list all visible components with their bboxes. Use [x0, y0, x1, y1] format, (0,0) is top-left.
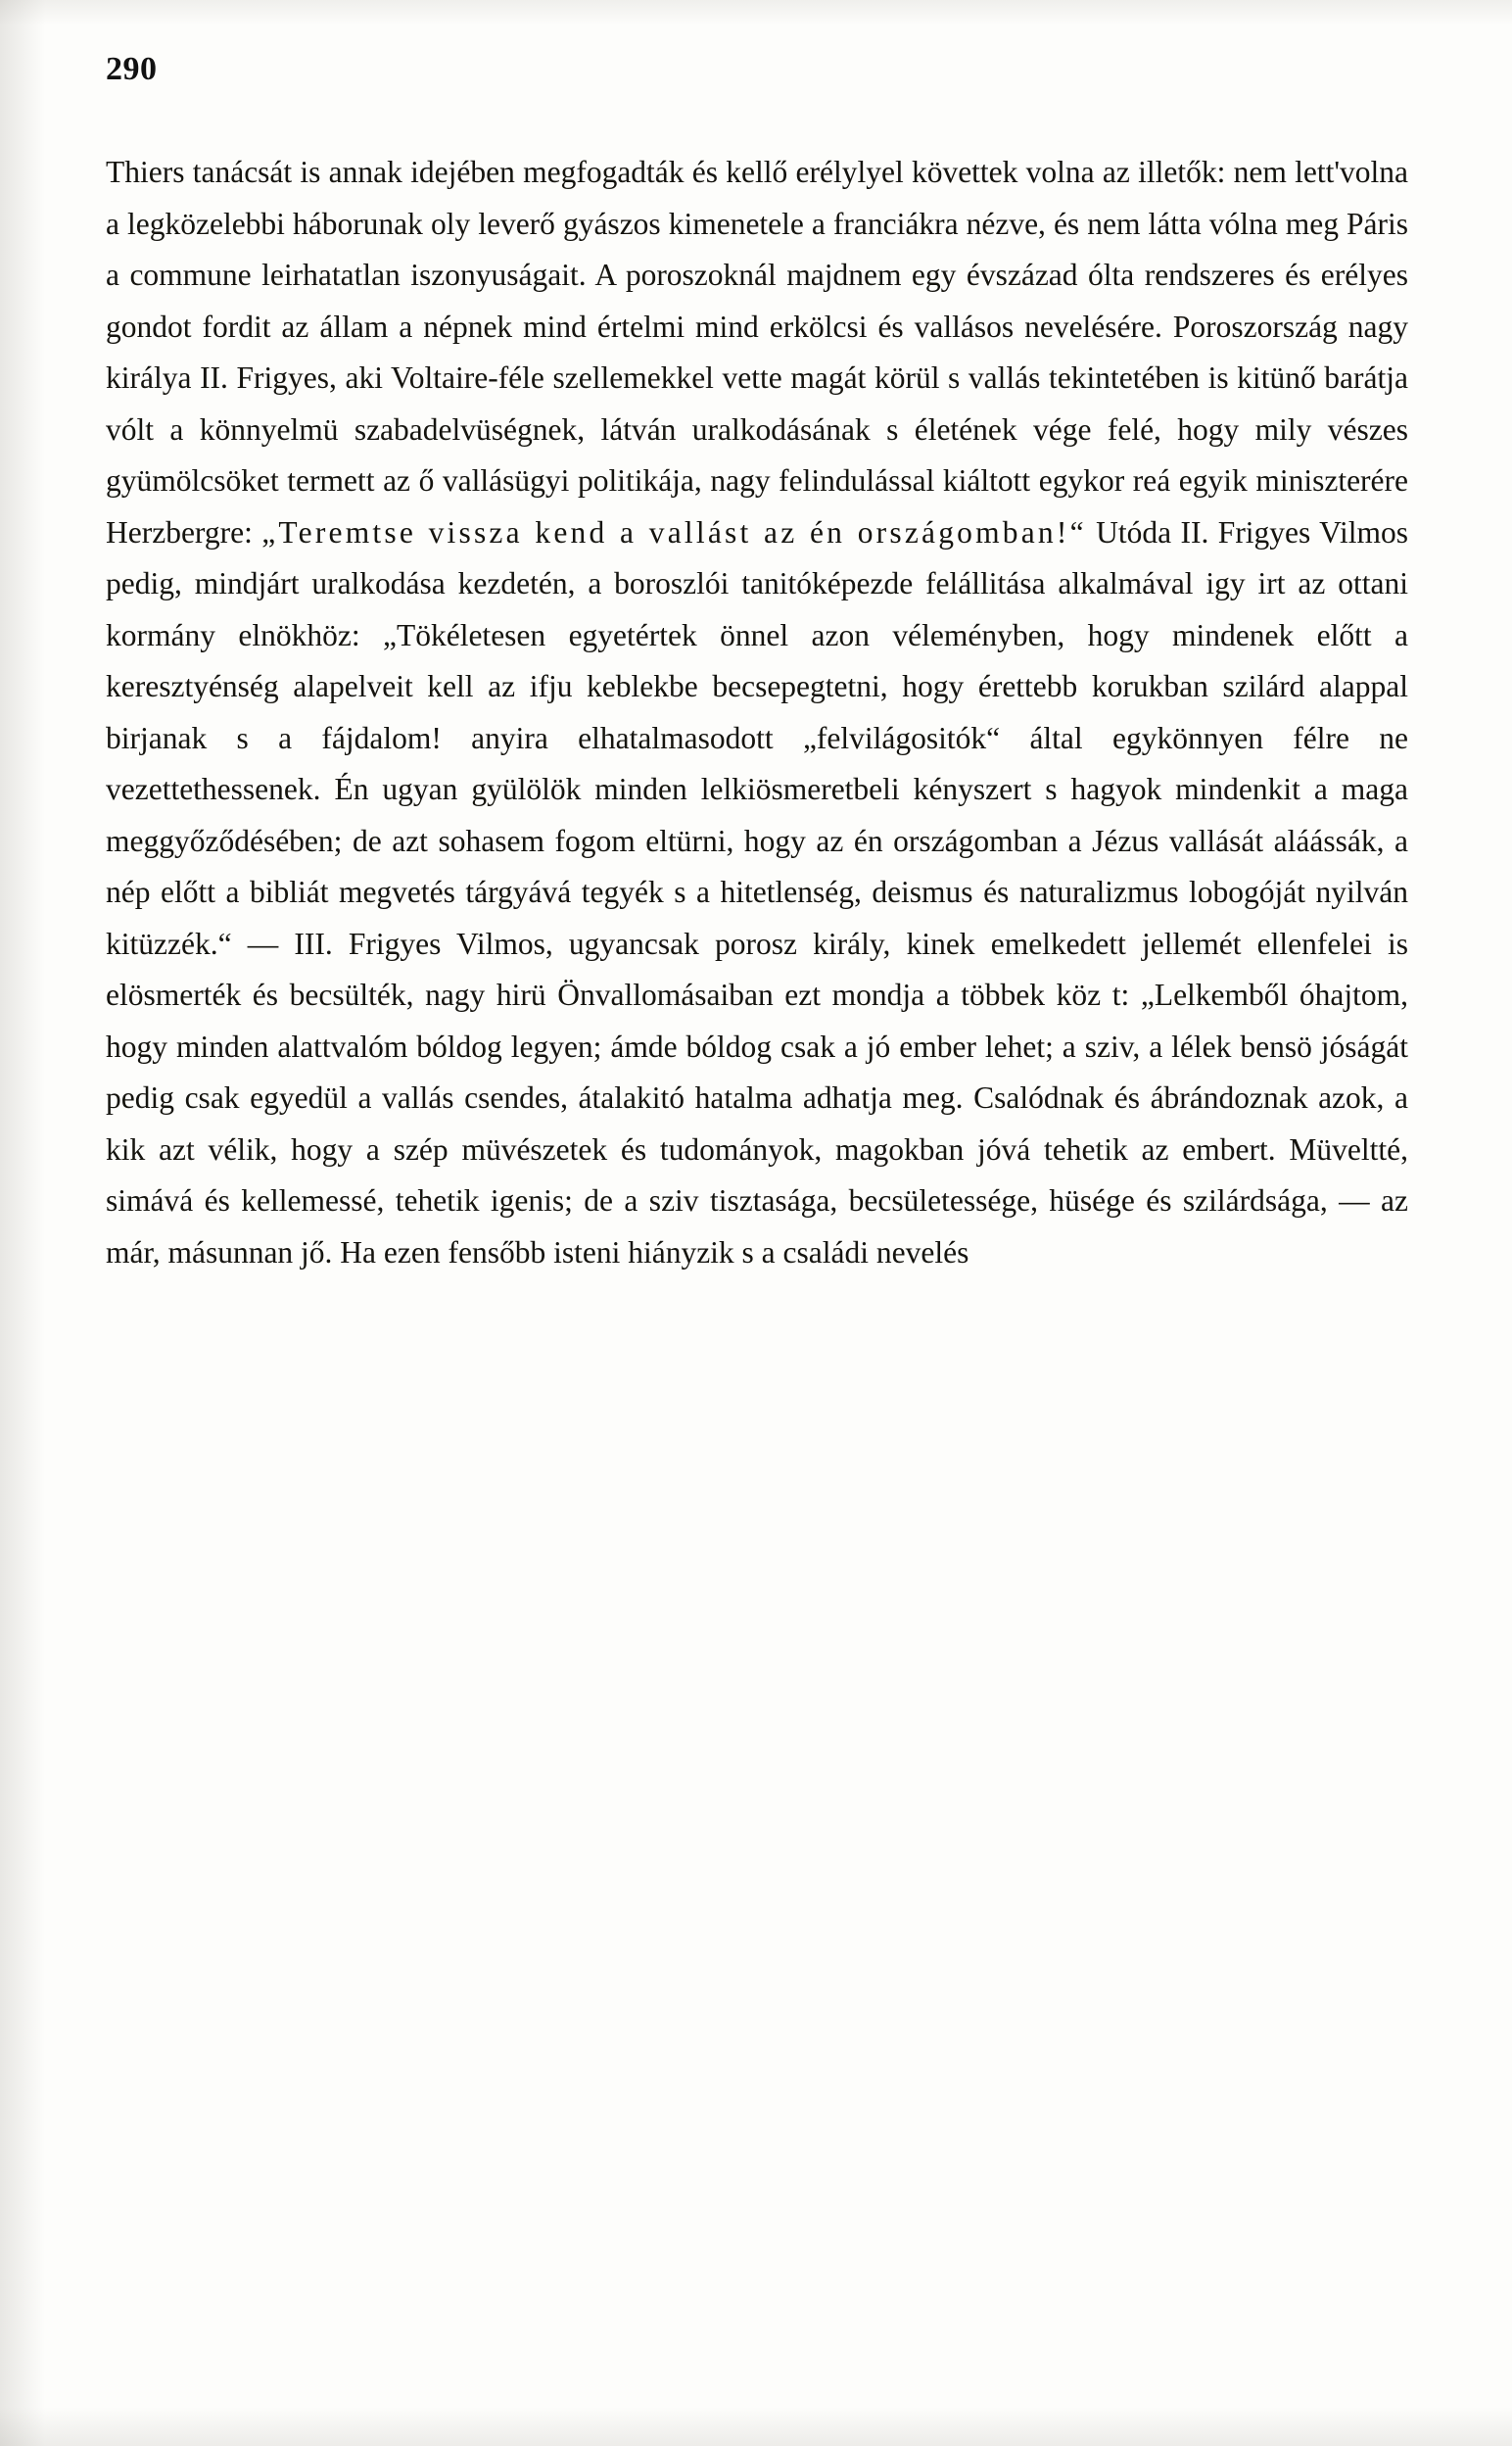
page-edge-shading-top — [0, 0, 1512, 25]
paragraph-text-part-2: Utóda II. Frigyes Vilmos pedig, mindjárt uralkodása kezdetén, a boroszlói tanitóképezde felállitása alkalmával igy irt az ottani kormány elnökhöz: — [106, 514, 1408, 652]
quotation-3: „Lelkemből óhajtom, hogy minden alattvalóm bóldog legyen; ámde bóldog csak a jó ember lehet; a sziv, a lélek bensö jóságát pedig csak egyedül a vallás csendes, átalakitó hatalma adhatja meg. Csalódnak és ábrándoznak azok, a kik azt vélik, hogy a szép müvészetek és tudományok, magokban jóvá tehetik az embert. Müveltté, simává és kellemessé, tehetik igenis; de a sziv tisztasága, becsületessége, hüsége és szilárdsága, — az már, másunnan jő. Ha ezen fensőbb isteni hiányzik s a családi nevelés — [106, 978, 1408, 1270]
paragraph-main — [106, 147, 1408, 1278]
quotation-2: „Tökéletesen egyetértek önnel azon véleményben, hogy mindenek előtt a keresztyénség alapelveit kell az ifju keblekbe becsepegtetni, hogy érettebb korukban szilárd alappal birjanak s a fájdalom! anyira elhatalmasodott „felvilágositók“ által egykönnyen félre ne vezettethessenek. Én ugyan gyülölök minden lelkiösmeretbeli kényszert s hagyok mindenkit a maga meggyőződésében; de azt sohasem fogom eltürni, hogy az én országomban a Jézus vallását aláássák, a nép előtt a bibliát megvetés tárgyává tegyék s a hitetlenség, deismus és naturalizmus lobogóját nyilván kitüzzék.“ — [106, 617, 1408, 961]
page-body-text — [106, 147, 1408, 1278]
paragraph-text-part-1: Thiers tanácsát is annak idejében megfogadták és kellő erélylyel követtek volna az illetők: nem lett'volna a legközelebbi háborunak oly leverő gyászos kimenetele a franciákra nézve, és nem látta vólna meg Páris a commune leirhatatlan iszonyuságait. A poroszoknál majdnem egy évszázad ólta rendszeres és erélyes gondot fordit az állam a népnek mind értelmi mind erkölcsi és vallásos nevelésére. Poroszország nagy királya II. Frigyes, aki Voltaire-féle szellemekkel vette magát körül s vallás tekintetében is kitünő barátja vólt a könnyelmü szabadelvüségnek, látván uralkodásának s életének vége felé, hogy mily vészes gyümölcsöket termett az ő vallásügyi politikája, nagy felindulással kiáltott egykor reá egyik miniszterére Herzbergre: — [106, 155, 1408, 550]
page-number: 290 — [106, 51, 158, 87]
page-edge-shading-left — [0, 0, 45, 2446]
paragraph-text-part-3: — III. Frigyes Vilmos, ugyancsak porosz király, kinek emelkedett jellemét ellenfelei is elösmerték és becsülték, nagy hirü Önvallomásaiban ezt mondja a többek köz t: — [106, 926, 1408, 1012]
page-edge-shading-bottom — [0, 2407, 1512, 2446]
quotation-1: „Teremtse vissza kend a vallást az én országomban!“ — [261, 514, 1087, 550]
